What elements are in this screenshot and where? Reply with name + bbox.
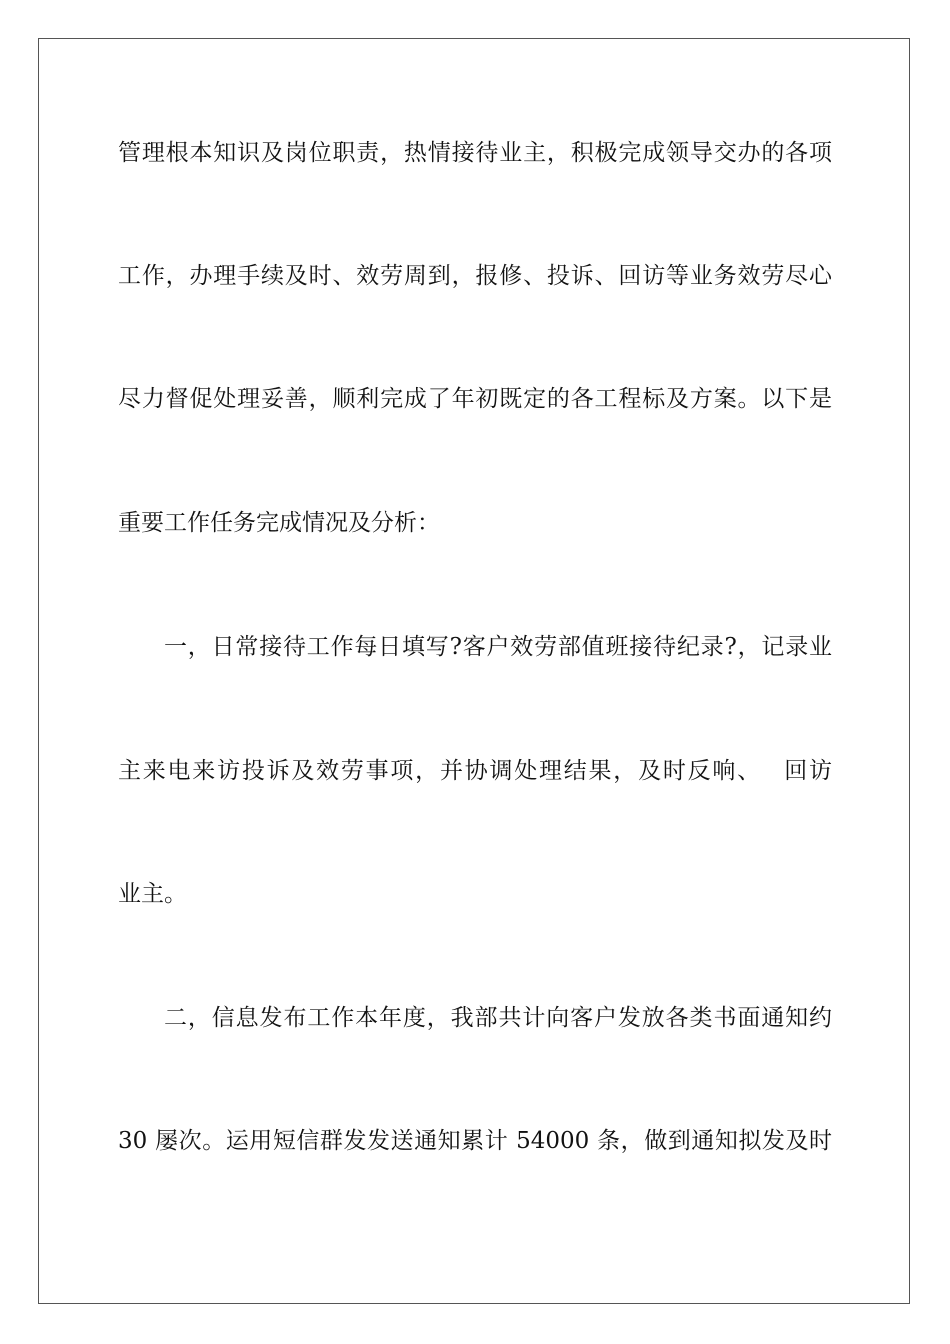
- paragraph-line-4: 重要工作任务完成情况及分析：: [118, 510, 440, 536]
- section-2-line-1: 二，信息发布工作本年度，我部共计向客户发放各类书面通知约: [164, 1005, 832, 1031]
- section-1-line-1: 一，日常接待工作每日填写?客户效劳部值班接待纪录?，记录业: [164, 634, 832, 660]
- paragraph-line-3: 尽力督促处理妥善，顺利完成了年初既定的各工程标及方案。以下是: [118, 386, 832, 412]
- section-2-line-2: 30 屡次。运用短信群发发送通知累计 54000 条，做到通知拟发及时: [118, 1128, 832, 1154]
- paragraph-line-2: 工作，办理手续及时、效劳周到，报修、投诉、回访等业务效劳尽心: [118, 263, 832, 289]
- paragraph-line-1: 管理根本知识及岗位职责，热情接待业主，积极完成领导交办的各项: [118, 140, 832, 166]
- section-1-line-2: 主来电来访投诉及效劳事项，并协调处理结果，及时反响、 回访: [118, 758, 832, 784]
- section-1-line-3: 业主。: [118, 881, 187, 907]
- page-border: [38, 38, 910, 1304]
